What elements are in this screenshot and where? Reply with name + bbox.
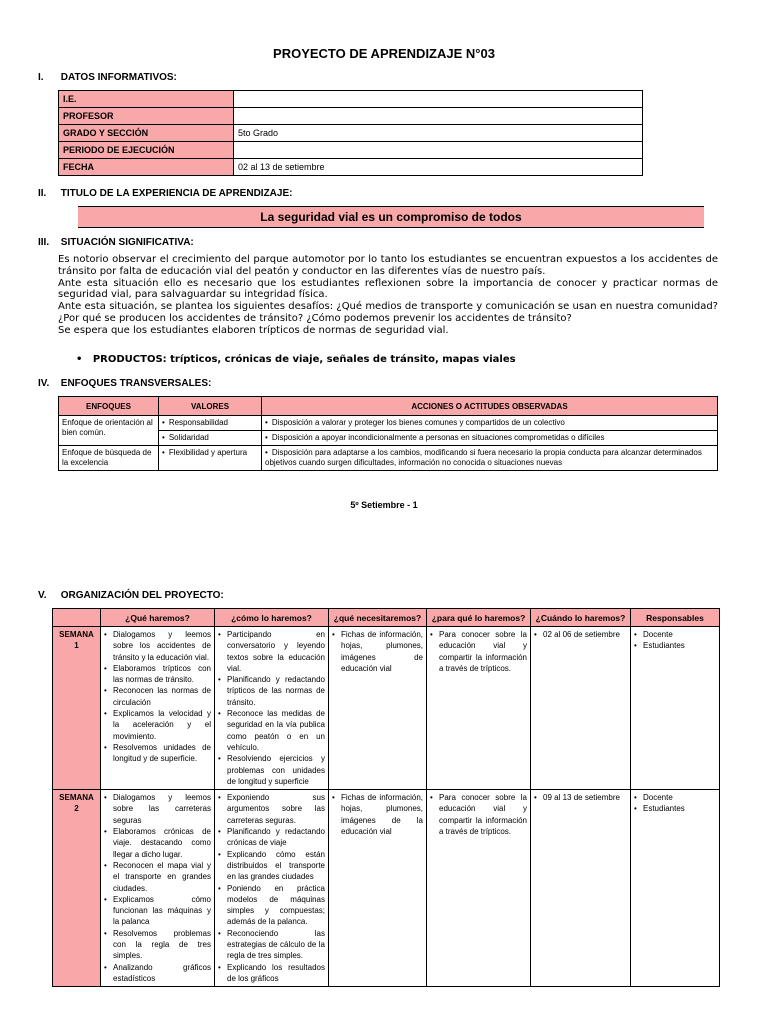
list-item: • Explicando cómo están distribuidos el transporte en las grandes ciudades xyxy=(218,849,325,883)
valor-cell: • Responsabilidad xyxy=(159,416,262,431)
datos-value: 02 al 13 de setiembre xyxy=(234,159,643,176)
semana-row xyxy=(53,627,720,790)
bullet-list xyxy=(534,792,627,803)
section-3-heading xyxy=(38,237,194,248)
accion-cell: • Disposición a valorar y proteger los bienes comunes y compartidos de un colectivo xyxy=(262,416,718,431)
enfoque-cell: Enfoque de orientación al bien común. xyxy=(59,416,159,446)
bullet-icon: • xyxy=(76,354,93,365)
organizacion-header: ¿cómo lo haremos? xyxy=(215,609,329,627)
list-item: • Explicamos cómo funcionan las máquinas y la palanca xyxy=(104,894,211,928)
organizacion-header: ¿Qué haremos? xyxy=(101,609,215,627)
organizacion-header: ¿qué necesitaremos? xyxy=(329,609,427,627)
enfoques-table xyxy=(58,396,718,471)
cell-como xyxy=(215,627,329,790)
organizacion-header: ¿Cuándo lo haremos? xyxy=(531,609,631,627)
situacion-paragraph: Se espera que los estudiantes elaboren trípticos de normas de seguridad vial. xyxy=(58,324,449,336)
section-label: ORGANIZACIÓN DEL PROYECTO: xyxy=(60,590,224,601)
section-label: ENFOQUES TRANSVERSALES: xyxy=(60,378,212,389)
bullet-list xyxy=(332,629,423,674)
list-item: • Exponiendo sus argumentos sobre las carreteras seguras. xyxy=(218,792,325,826)
enfoque-cell: Enfoque de búsqueda de la excelencia xyxy=(59,446,159,471)
datos-row xyxy=(59,108,643,125)
accion-cell: • Disposición a apoyar incondicionalmente a personas en situaciones comprometidas o difíciles xyxy=(262,431,718,446)
list-item: • 02 al 06 de setiembre xyxy=(534,629,627,640)
section-number: III. xyxy=(38,237,50,248)
bullet-list xyxy=(104,792,211,984)
list-item: • Docente xyxy=(634,629,716,640)
page-title: PROYECTO DE APRENDIZAJE N°03 xyxy=(273,46,495,61)
cell-responsables xyxy=(631,627,720,790)
cell-necesitaremos xyxy=(329,627,427,790)
section-number: II. xyxy=(38,188,47,199)
list-item: • Participando en conversatorio y leyendo textos sobre la educación vial. xyxy=(218,629,325,674)
list-item: • Dialogamos y leemos sobre los accidentes de tránsito y la educación vial. xyxy=(104,629,211,663)
datos-row xyxy=(59,125,643,142)
datos-row xyxy=(59,142,643,159)
valor-cell: • Solidaridad xyxy=(159,431,262,446)
list-item: • Resolvemos unidades de longitud y de superficie. xyxy=(104,742,211,765)
organizacion-table xyxy=(52,608,720,987)
bullet-list xyxy=(634,792,716,815)
cell-cuando xyxy=(531,627,631,790)
list-item: • Reconocen el mapa vial y el transporte en grandes ciudades. xyxy=(104,860,211,894)
organizacion-header xyxy=(53,609,101,627)
bullet-list xyxy=(218,792,325,984)
list-item: • Analizando gráficos estadísticos xyxy=(104,962,211,985)
situacion-paragraph: Ante esta situación, se plantea los siguientes desafíos: ¿Qué medios de transporte y comunicación se usan en nuestra comunidad? ¿Por qué se producen los accidentes de tránsito? ¿Cómo podemos prevenir los accidentes de tránsito? xyxy=(58,301,718,324)
section-label: TITULO DE LA EXPERIENCIA DE APRENDIZAJE: xyxy=(60,188,293,199)
datos-informativos-table xyxy=(58,90,643,176)
cell-responsables xyxy=(631,790,720,987)
datos-key: PROFESOR xyxy=(59,108,234,125)
datos-value: 5to Grado xyxy=(234,125,643,142)
list-item: • Reconoce las medidas de seguridad en la vía publica como peatón o en un vehículo. xyxy=(218,708,325,753)
list-item: • Poniendo en práctica modelos de máquinas simples y compuestas; además de la palanca. xyxy=(218,883,325,928)
datos-row xyxy=(59,159,643,176)
productos-line xyxy=(76,354,516,365)
semana-row xyxy=(53,790,720,987)
bullet-list xyxy=(430,629,527,674)
valor-cell: • Flexibilidad y apertura xyxy=(159,446,262,471)
bullet-list xyxy=(218,629,325,787)
list-item: • Resolviendo ejercicios y problemas con unidades de longitud y superficie xyxy=(218,753,325,787)
experience-title: La seguridad vial es un compromiso de todos xyxy=(78,206,704,228)
cell-necesitaremos xyxy=(329,790,427,987)
bullet-list xyxy=(634,629,716,652)
situacion-paragraph: Ante esta situación ello es necesario que los estudiantes reflexionen sobre la importancia de conocer y practicar normas de seguridad vial, para salvaguardar su integridad física. xyxy=(58,277,718,301)
page-footer: 5º Setiembre - 1 xyxy=(350,500,418,510)
list-item: • 09 al 13 de setiembre xyxy=(534,792,627,803)
datos-value xyxy=(234,142,643,159)
section-number: V. xyxy=(38,590,47,601)
section-1-heading xyxy=(38,72,177,83)
list-item: • Explicamos la velocidad y la aceleración y el movimiento. xyxy=(104,708,211,742)
list-item: • Elaboramos trípticos con las normas de tránsito. xyxy=(104,663,211,686)
semana-label: SEMANA 1 xyxy=(53,627,101,790)
section-number: IV. xyxy=(38,378,50,389)
cell-como xyxy=(215,790,329,987)
list-item: • Resolvemos problemas con la regla de tres simples. xyxy=(104,928,211,962)
organizacion-header: Responsables xyxy=(631,609,720,627)
list-item: • Planificando y redactando trípticos de las normas de tránsito. xyxy=(218,674,325,708)
list-item: • Para conocer sobre la educación vial y compartir la información a través de trípticos. xyxy=(430,792,527,837)
enfoques-header: VALORES xyxy=(159,397,262,416)
bullet-list xyxy=(534,629,627,640)
list-item: • Para conocer sobre la educación vial y compartir la información a través de trípticos. xyxy=(430,629,527,674)
cell-cuando xyxy=(531,790,631,987)
semana-label: SEMANA 2 xyxy=(53,790,101,987)
section-label: DATOS INFORMATIVOS: xyxy=(60,72,177,83)
list-item: • Estudiantes xyxy=(634,640,716,651)
list-item: • Estudiantes xyxy=(634,803,716,814)
cell-para-que xyxy=(427,627,531,790)
section-5-heading xyxy=(38,590,224,601)
bullet-list xyxy=(430,792,527,837)
datos-key: GRADO Y SECCIÓN xyxy=(59,125,234,142)
cell-para-que xyxy=(427,790,531,987)
list-item: • Dialogamos y leemos sobre las carreteras seguras xyxy=(104,792,211,826)
datos-value xyxy=(234,108,643,125)
list-item: • Reconocen las normas de circulación xyxy=(104,685,211,708)
section-2-heading xyxy=(38,188,292,199)
datos-value xyxy=(234,91,643,108)
section-4-heading xyxy=(38,378,211,389)
list-item: • Fichas de información, hojas, plumones, imágenes de la educación vial xyxy=(332,792,423,837)
datos-key: I.E. xyxy=(59,91,234,108)
bullet-list xyxy=(104,629,211,765)
organizacion-header: ¿para qué lo haremos? xyxy=(427,609,531,627)
section-number: I. xyxy=(38,72,44,83)
datos-row xyxy=(59,91,643,108)
enfoques-header: ENFOQUES xyxy=(59,397,159,416)
list-item: • Elaboramos crónicas de viaje. destacando como llegar a dicho lugar. xyxy=(104,826,211,860)
list-item: • Docente xyxy=(634,792,716,803)
list-item: • Planificando y redactando crónicas de viaje xyxy=(218,826,325,849)
enfoques-header: ACCIONES O ACTITUDES OBSERVADAS xyxy=(262,397,718,416)
datos-key: FECHA xyxy=(59,159,234,176)
list-item: • Fichas de información, hojas, plumones, imágenes de educación vial xyxy=(332,629,423,674)
productos-text: PRODUCTOS: trípticos, crónicas de viaje, señales de tránsito, mapas viales xyxy=(92,354,516,365)
cell-que xyxy=(101,627,215,790)
cell-que xyxy=(101,790,215,987)
list-item: • Explicando los resultados de los gráficos xyxy=(218,962,325,985)
list-item: • Reconociendo las estrategias de cálculo de la regla de tres simples. xyxy=(218,928,325,962)
situacion-paragraph: Es notorio observar el crecimiento del parque automotor por lo tanto los estudiantes se encuentran expuestos a los accidentes de tránsito por falta de educación vial del peatón y conductor en las diferentes vías de nuestro país. xyxy=(58,254,718,277)
situacion-significativa xyxy=(58,254,718,337)
datos-key: PERIODO DE EJECUCIÓN xyxy=(59,142,234,159)
accion-cell: • Disposición para adaptarse a los cambios, modificando si fuera necesario la propia conducta para alcanzar determinados objetivos cuando surgen dificultades, información no conocida o situaciones nuevas xyxy=(262,446,718,471)
bullet-list xyxy=(332,792,423,837)
section-label: SITUACIÓN SIGNIFICATIVA: xyxy=(60,237,194,248)
